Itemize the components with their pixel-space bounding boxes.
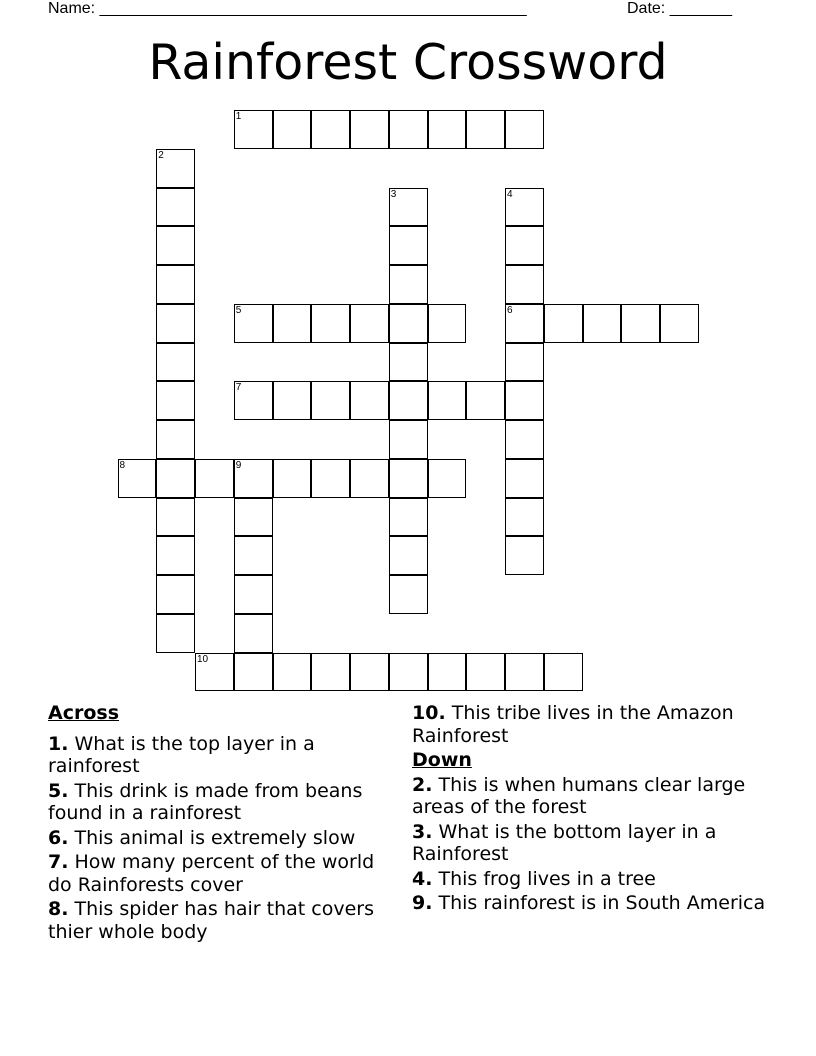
clue-number: 7. [48,851,69,873]
grid-cell[interactable] [389,343,428,382]
clues-column-right [412,702,772,915]
grid-cell[interactable] [234,498,273,537]
grid-cell[interactable] [428,304,467,343]
grid-cell[interactable] [156,381,195,420]
cell-number: 6 [507,304,513,316]
grid-cell[interactable] [583,304,622,343]
cell-number: 8 [119,459,126,471]
grid-cell[interactable] [156,188,195,227]
grid-cell[interactable] [389,420,428,459]
cell-number: 4 [507,188,513,200]
grid-cell[interactable] [505,226,544,265]
grid-cell[interactable] [505,420,544,459]
clue-number: 8. [48,898,69,920]
clue-number: 5. [48,779,69,802]
grid-cell[interactable] [234,614,273,653]
grid-cell[interactable] [428,459,467,498]
grid-cell[interactable] [389,575,428,614]
grid-cell[interactable] [234,575,273,614]
clue-number: 3. [412,820,433,843]
across-clue-1 [48,733,393,778]
clue-text: This is when humans clear large areas of the forest [412,773,746,818]
grid-cell[interactable] [505,459,544,498]
clue-number: 1. [48,732,69,755]
grid-cell[interactable] [156,420,195,459]
across-clue-6 [48,827,393,850]
grid-cell[interactable] [234,653,273,692]
across-clue-7 [48,851,393,896]
grid-cell[interactable] [389,459,428,498]
clue-number: 10. [412,702,446,724]
grid-cell[interactable] [389,188,428,227]
cell-number: 2 [158,149,164,161]
grid-cell[interactable] [156,575,195,614]
grid-cell[interactable] [389,498,428,537]
clue-text: This drink is made from beans found in a rainforest [48,779,363,824]
grid-cell[interactable] [234,304,273,343]
cell-number: 3 [390,188,397,200]
clue-text: This tribe lives in the Amazon Rainforest [412,702,734,747]
grid-cell[interactable] [118,459,157,498]
clue-text: This rainforest is in South America [438,892,766,914]
grid-cell[interactable] [311,110,350,149]
grid-cell[interactable] [273,110,312,149]
grid-cell[interactable] [273,304,312,343]
grid-cell[interactable] [389,265,428,304]
clue-number: 6. [48,826,69,849]
across-clue-10 [412,702,772,747]
grid-cell[interactable] [234,110,273,149]
clue-text: How many percent of the world do Rainforests cover [48,851,375,896]
grid-cell[interactable] [311,381,350,420]
grid-cell[interactable] [156,498,195,537]
grid-cell[interactable] [428,110,467,149]
across-clue-5 [48,780,393,825]
name-line: Name: ________________________________________________ [48,0,527,17]
down-clue-9 [412,892,772,915]
grid-cell[interactable] [234,381,273,420]
grid-cell[interactable] [389,536,428,575]
clue-text: This spider has hair that covers thier whole body [48,898,374,943]
down-clue-3 [412,821,772,866]
clue-number: 4. [412,867,433,890]
grid-cell[interactable] [544,304,583,343]
grid-cell[interactable] [156,304,195,343]
cell-number: 5 [235,304,242,316]
grid-cell[interactable] [156,226,195,265]
grid-cell[interactable] [311,459,350,498]
grid-cell[interactable] [273,653,312,692]
down-clue-4 [412,868,772,891]
grid-cell[interactable] [156,459,195,498]
grid-cell[interactable] [156,614,195,653]
grid-cell[interactable] [389,653,428,692]
grid-cell[interactable] [311,653,350,692]
grid-cell[interactable] [234,536,273,575]
grid-cell[interactable] [428,381,467,420]
grid-cell[interactable] [311,304,350,343]
grid-cell[interactable] [389,304,428,343]
grid-cell[interactable] [660,304,699,343]
grid-cell[interactable] [156,149,195,188]
clue-number: 2. [412,773,433,796]
grid-cell[interactable] [505,110,544,149]
grid-cell[interactable] [389,226,428,265]
grid-cell[interactable] [505,265,544,304]
grid-cell[interactable] [505,343,544,382]
grid-cell[interactable] [234,459,273,498]
grid-cell[interactable] [195,459,234,498]
cell-number: 10 [197,653,209,665]
cell-number: 9 [235,459,242,471]
grid-cell[interactable] [350,459,389,498]
date-line: Date: _______ [627,0,732,17]
grid-cell[interactable] [505,304,544,343]
grid-cell[interactable] [350,110,389,149]
grid-cell[interactable] [156,343,195,382]
grid-cell[interactable] [505,188,544,227]
page-title: Rainforest Crossword [148,34,668,91]
cell-number: 7 [235,382,242,394]
grid-cell[interactable] [195,653,234,692]
grid-cell[interactable] [156,536,195,575]
grid-cell[interactable] [350,304,389,343]
clue-text: What is the bottom layer in a Rainforest [412,820,717,865]
grid-cell[interactable] [466,110,505,149]
clue-text: This frog lives in a tree [438,867,656,890]
grid-cell[interactable] [505,536,544,575]
across-clue-8 [48,898,393,943]
clue-text: This animal is extremely slow [74,826,356,849]
grid-cell[interactable] [389,381,428,420]
grid-cell[interactable] [466,381,505,420]
grid-cell[interactable] [273,459,312,498]
grid-cell[interactable] [544,653,583,692]
cell-number: 1 [235,111,242,122]
grid-cell[interactable] [428,653,467,692]
grid-cell[interactable] [350,381,389,420]
down-heading: Down [412,749,472,771]
grid-cell[interactable] [621,304,660,343]
grid-cell[interactable] [273,381,312,420]
clue-text: What is the top layer in a rainforest [48,732,315,777]
across-heading: Across [48,702,120,724]
grid-cell[interactable] [505,653,544,692]
grid-cell[interactable] [505,381,544,420]
grid-cell[interactable] [505,498,544,537]
grid-cell[interactable] [350,653,389,692]
clue-number: 9. [412,892,433,914]
down-clue-2 [412,774,772,819]
grid-cell[interactable] [156,265,195,304]
grid-cell[interactable] [466,653,505,692]
grid-cell[interactable] [389,110,428,149]
clues-column-left [48,702,393,943]
